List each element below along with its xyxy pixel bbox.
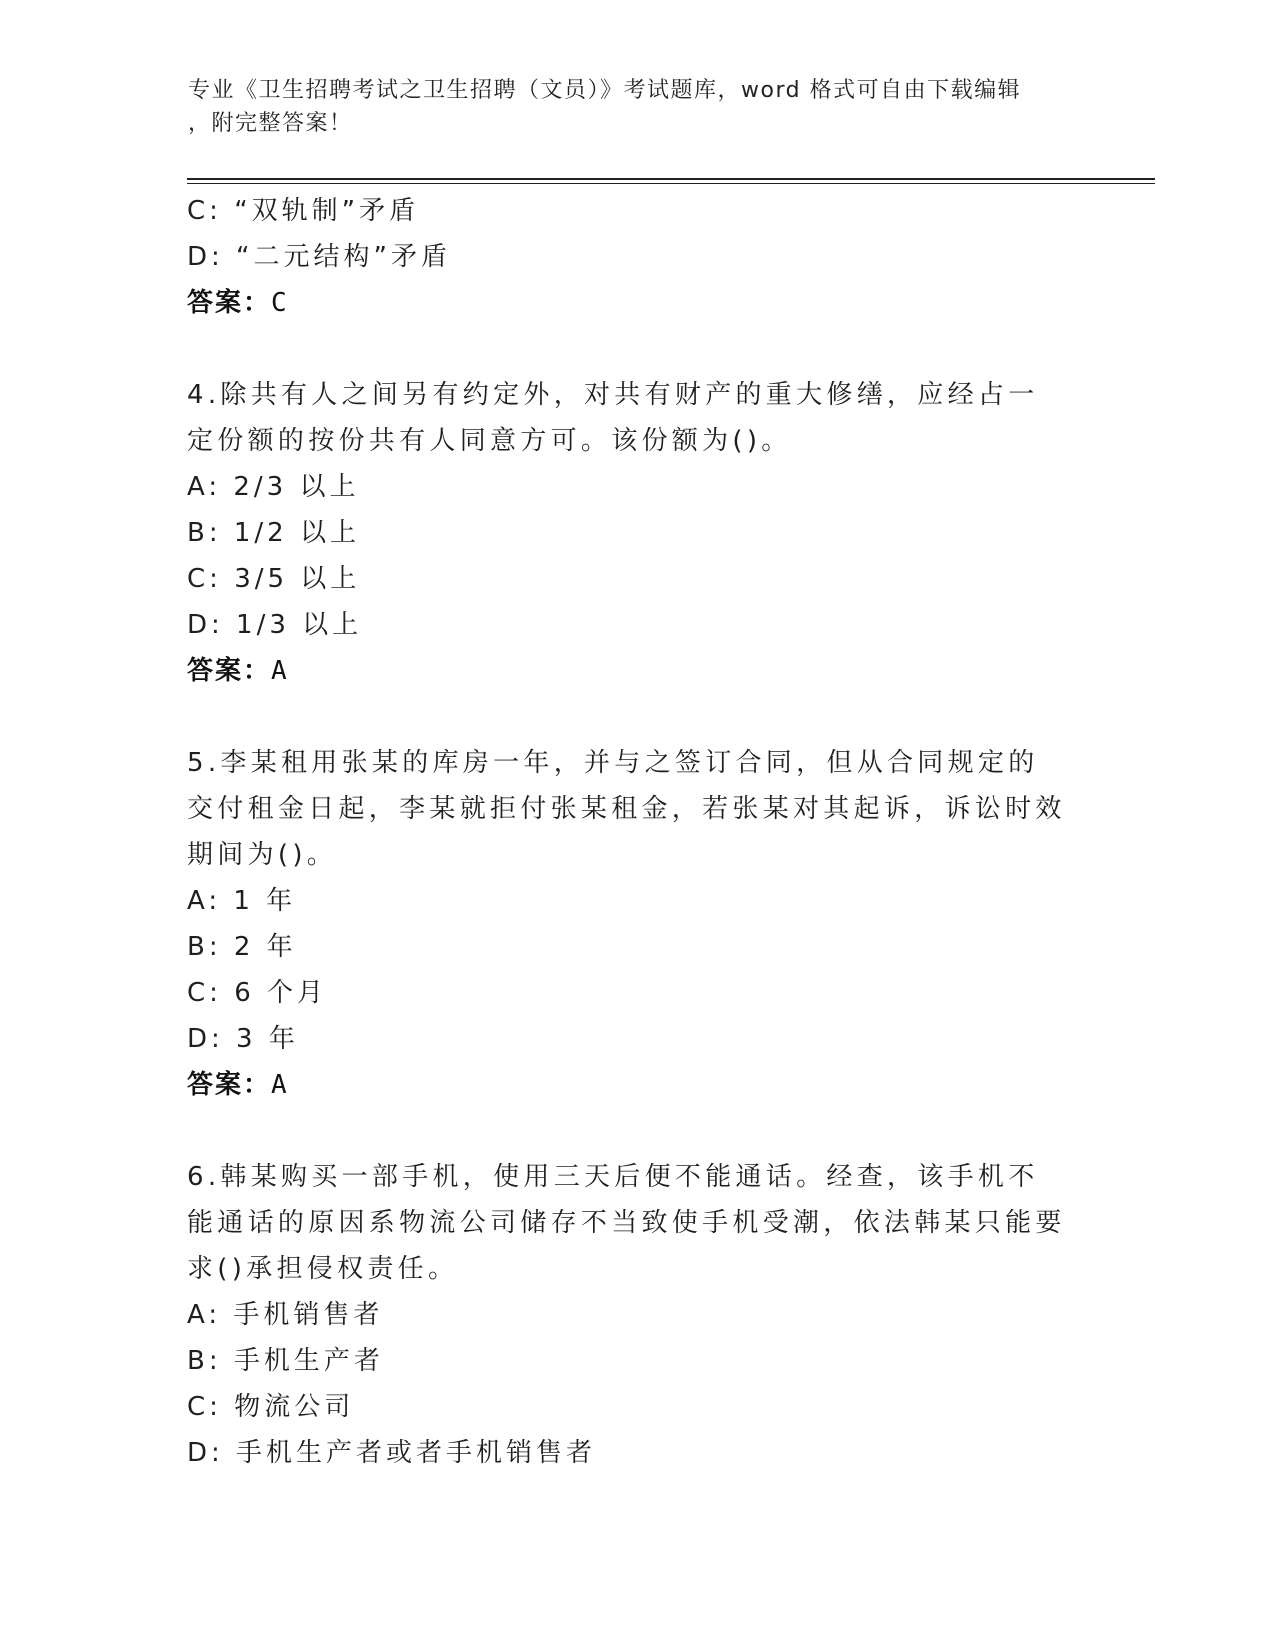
answer-value: A <box>271 656 289 686</box>
question-stem: 5.李某租用张某的库房一年，并与之签订合同，但从合同规定的交付租金日起，李某就拒付张某租金，若张某对其起诉，诉讼时效期间为()。 <box>187 748 1066 870</box>
option-key: D: <box>187 1024 224 1054</box>
answer-value: A <box>271 1070 289 1100</box>
option-c <box>187 970 1067 1016</box>
answer-line <box>187 280 1067 326</box>
answer-line <box>187 648 1067 694</box>
option-key: C: <box>187 564 222 594</box>
document-header <box>188 74 1068 140</box>
option-text: 1/2 以上 <box>233 518 360 548</box>
option-a <box>187 464 1067 510</box>
option-text: 2 年 <box>233 932 297 962</box>
option-a <box>187 878 1067 924</box>
option-key: B: <box>187 518 222 548</box>
option-key: D: <box>187 242 224 272</box>
option-text: 手机生产者或者手机销售者 <box>236 1438 597 1468</box>
option-text: 6 个月 <box>234 978 327 1008</box>
spacer <box>187 326 1067 372</box>
header-line-1: 专业《卫生招聘考试之卫生招聘（文员）》考试题库，word 格式可自由下载编辑 <box>188 78 1022 103</box>
option-key: A: <box>187 1300 222 1330</box>
option-b <box>187 1338 1067 1384</box>
option-key: A: <box>187 886 222 916</box>
header-line-2: ，附完整答案！ <box>188 111 353 136</box>
option-text: 1/3 以上 <box>236 610 363 640</box>
option-key: B: <box>187 1346 222 1376</box>
question-6 <box>187 1154 1067 1476</box>
spacer <box>187 694 1067 740</box>
question-content <box>187 188 1067 1476</box>
option-key: B: <box>187 932 222 962</box>
option-c <box>187 556 1067 602</box>
header-divider-thin <box>187 183 1155 184</box>
option-text: 3/5 以上 <box>234 564 361 594</box>
spacer <box>187 1108 1067 1154</box>
question-4 <box>187 372 1067 694</box>
option-c <box>187 188 1067 234</box>
option-key: D: <box>187 610 224 640</box>
option-a <box>187 1292 1067 1338</box>
option-text: “双轨制”矛盾 <box>234 196 420 226</box>
question-stem: 4.除共有人之间另有约定外，对共有财产的重大修缮，应经占一定份额的按份共有人同意方可。该份额为()。 <box>187 380 1039 456</box>
option-b <box>187 510 1067 556</box>
option-text: “二元结构”矛盾 <box>236 242 451 272</box>
option-text: 手机销售者 <box>233 1300 384 1330</box>
option-text: 物流公司 <box>234 1392 355 1422</box>
answer-label: 答案： <box>187 1070 272 1100</box>
option-d <box>187 234 1067 280</box>
option-text: 3 年 <box>236 1024 299 1054</box>
header-divider-thick <box>187 178 1155 180</box>
answer-label: 答案： <box>187 656 272 686</box>
answer-line <box>187 1062 1067 1108</box>
question-5 <box>187 740 1067 1108</box>
option-key: A: <box>187 472 222 502</box>
option-key: C: <box>187 978 222 1008</box>
answer-value: C <box>271 288 289 318</box>
option-b <box>187 924 1067 970</box>
option-text: 1 年 <box>233 886 297 916</box>
option-c <box>187 1384 1067 1430</box>
question-stem: 6.韩某购买一部手机，使用三天后便不能通话。经查，该手机不能通话的原因系物流公司储存不当致使手机受潮，依法韩某只能要求()承担侵权责任。 <box>187 1162 1066 1284</box>
option-d <box>187 1430 1067 1476</box>
question-3-tail <box>187 188 1067 326</box>
option-key: C: <box>187 1392 222 1422</box>
answer-label: 答案： <box>187 288 272 318</box>
option-d <box>187 1016 1067 1062</box>
option-d <box>187 602 1067 648</box>
option-key: D: <box>187 1438 224 1468</box>
option-text: 2/3 以上 <box>233 472 360 502</box>
option-text: 手机生产者 <box>233 1346 384 1376</box>
option-key: C: <box>187 196 222 226</box>
